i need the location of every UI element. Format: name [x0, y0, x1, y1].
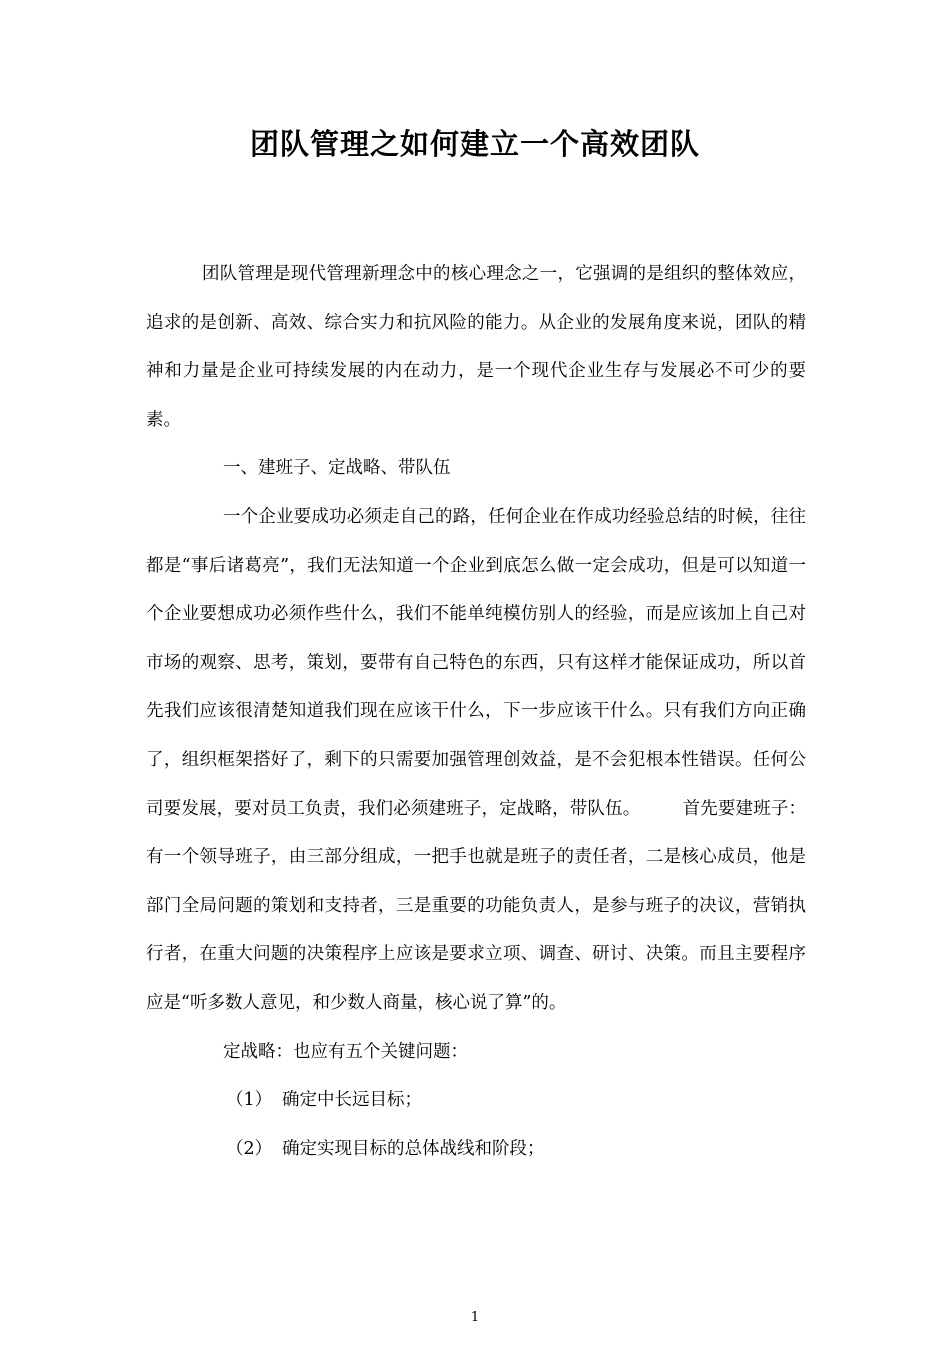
- section-paragraph: [146, 493, 806, 1028]
- strategy-intro: 定战略：也应有五个关键问题：: [223, 1041, 468, 1062]
- document-title: 团队管理之如何建立一个高效团队: [249, 127, 700, 161]
- section-paragraph-part-b: 首先要建班子：有一个领导班子，由三部分组成，一把手也就是班子的责任者，二是核心成员，他是部门全局问题的策划和支持者，三是重要的功能负责人，是参与班子的决议，营销执行者，在重大问题的决策程序上应该是要求立项、调查、研讨、决策。而且主要程序应是“听多数人意见，和少数人商量，核心说了算”的。: [146, 798, 807, 1013]
- section-heading: 一、建班子、定战略、带队伍: [223, 458, 451, 479]
- list-item-number: （2）: [226, 1138, 273, 1159]
- intro-paragraph: 团队管理是现代管理新理念中的核心理念之一，它强调的是组织的整体效应，追求的是创新、高效、综合实力和抗风险的能力。从企业的发展角度来说，团队的精神和力量是企业可持续发展的内在动力，是一个现代企业生存与发展必不可少的要素。: [146, 264, 806, 430]
- list-item: [146, 1125, 806, 1174]
- page-number: 1: [470, 1310, 480, 1325]
- list-item-text: 确定实现目标的总体战线和阶段；: [282, 1138, 545, 1159]
- list-item-number: （1）: [226, 1090, 273, 1111]
- section-paragraph-part-a: 一个企业要成功必须走自己的路，任何企业在作成功经验总结的时候，往往都是“事后诸葛亮”，我们无法知道一个企业到底怎么做一定会成功，但是可以知道一个企业要想成功必须作些什么，我们不能单纯模仿别人的经验，而是应该加上自己对市场的观察、思考，策划，要带有自己特色的东西，只有这样才能保证成功，所以首先我们应该很清楚知道我们现在应该干什么，下一步应该干什么。只有我们方向正确了，组织框架搭好了，剩下的只需要加强管理创效益，是不会犯根本性错误。任何公司要发展，要对员工负责，我们必须建班子，定战略，带队伍。: [146, 506, 806, 819]
- list-item-text: 确定中长远目标；: [282, 1090, 422, 1111]
- document-body: [146, 250, 806, 1173]
- list-item: [146, 1076, 806, 1125]
